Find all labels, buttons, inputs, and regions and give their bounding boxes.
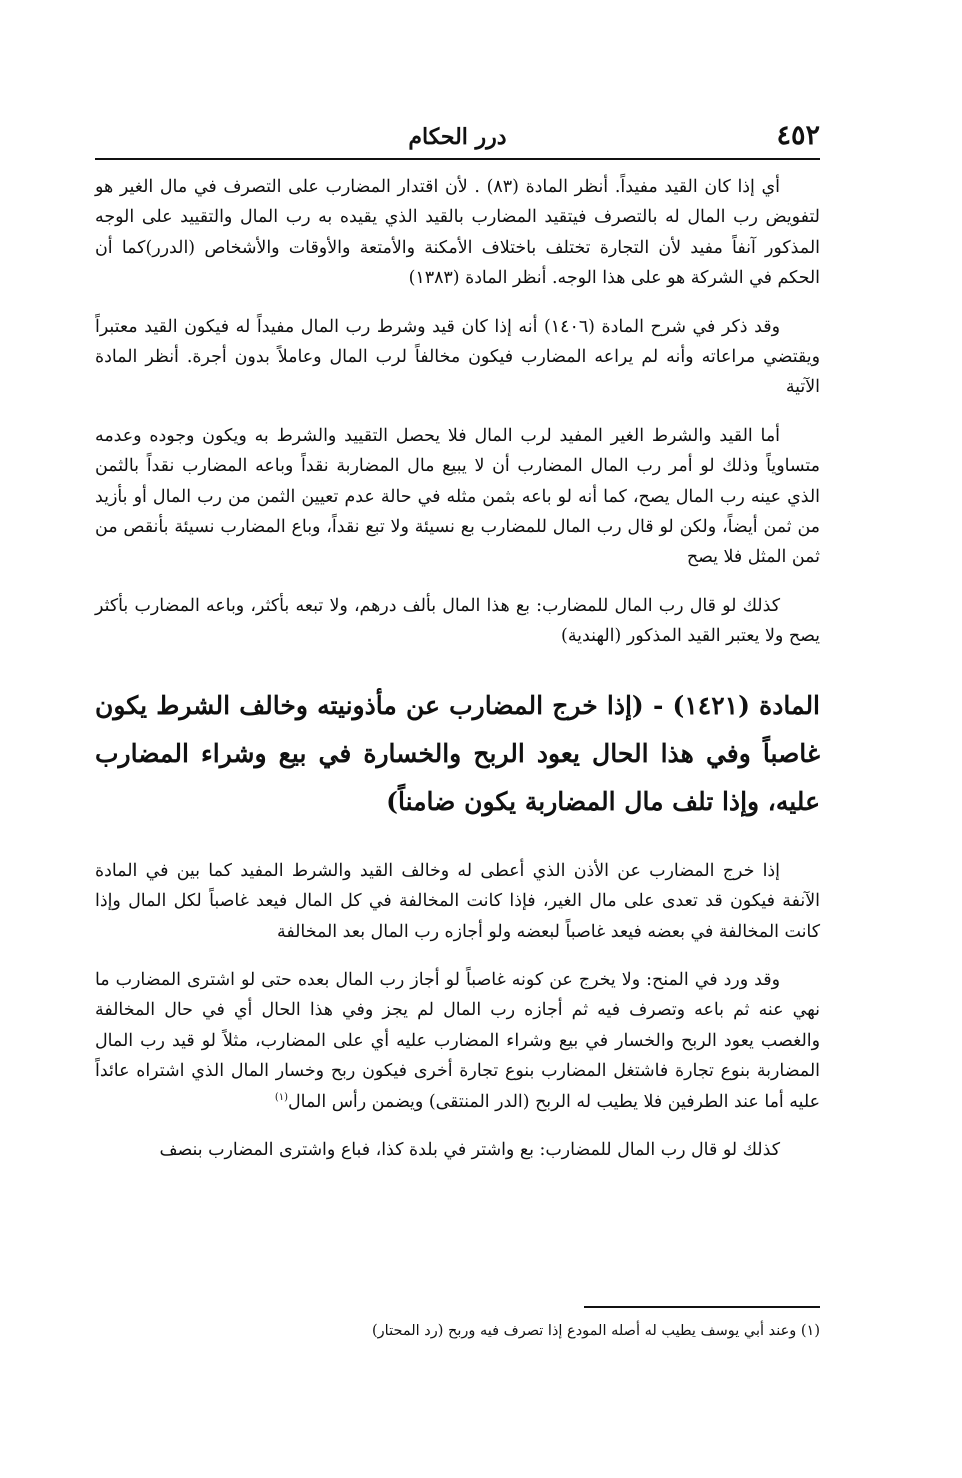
paragraph-with-footnote [95,965,820,1117]
paragraph: كذلك لو قال رب المال للمضارب: بع هذا المال بألف درهم، ولا تبعه بأكثر، وباعه المضارب بأكثر يصح ولا يعتبر القيد المذكور (الهندية) [95,595,820,647]
footnote: (١) وعند أبي يوسف يطيب له أصله المودع إذا تصرف فيه وربح (رد المحتار) [372,1323,820,1339]
footnote-divider [584,1306,820,1308]
page-header [95,118,820,160]
paragraph: إذا خرج المضارب عن الأذن الذي أعطى له وخالف القيد والشرط المفيد كما بين في المادة الآنفة فيكون قد تعدى على مال الغير، فإذا كانت المخالفة في كل المال فيعد غاصباً لكل المال وإذا كانت المخالفة في بعضه فيعد غاصباً لبعضه ولو أجازه رب المال بعد المخالفة [95,860,820,942]
paragraph: كذلك لو قال رب المال للمضارب: بع واشتر في بلدة كذا، فباع واشترى المضارب بنصف [159,1139,780,1160]
footnote-marker: (١) [274,1091,289,1103]
paragraph-text: وقد ورد في المنح: ولا يخرج عن كونه غاصباً لو أجاز رب المال بعده حتى لو اشترى المضارب ما نهي عنه ثم باعه وتصرف فيه ثم أجازه رب المال لم يجز وفي هذا الحال أي في حال المخالفة والغصب يعود الربح والخسار في بيع وشراء المضارب عليه أي على المضارب، مثلاً لو قيد رب المال المضاربة بنوع تجارة فاشتغل المضارب بنوع تجارة أخرى فيكون ربح وخسار المال الذي اشتراه عائداً عليه أما عند الطرفين فلا يطيب له الربح (الدر المنتقى) ويضمن رأس المال [95,969,820,1112]
running-title: درر الحكام [408,124,507,150]
article-heading: المادة (١٤٢١) - (إذا خرج المضارب عن مأذونيته وخالف الشرط يكون غاصباً وفي هذا الحال يعود الربح والخسارة في بيع وشراء المضارب عليه، وإذا تلف مال المضاربة يكون ضامناً) [95,690,821,816]
body-text [95,172,820,1183]
paragraph: أما القيد والشرط الغير المفيد لرب المال فلا يحصل التقييد والشرط به ويكون وجوده وعدمه متساوياً وذلك لو أمر رب المال المضارب أن لا يبيع مال المضاربة نقداً وباعه المضارب نقداً بالثمن الذي عينه رب المال يصح، كما أنه لو باعه بثمن مثله في حالة عدم تعيين الثمن من رب المال أو بأزيد من ثمن أيضاً، ولكن لو قال رب المال للمضارب بع نسيئة ولا تبع نقداً، وباع المضارب نسيئة بأنقص من ثمن المثل فلا يصح [95,425,820,568]
page-number: ٤٥٢ [776,120,820,151]
paragraph: أي إذا كان القيد مفيداً. أنظر المادة (٨٣) . لأن اقتدار المضارب على التصرف في مال الغير هو لتفويض رب المال له بالتصرف فيتقيد المضارب بالقيد الذي يقيده به رب المال والتقييد على الوجه المذكور آنفاً مفيد لأن التجارة تختلف باختلاف الأمكنة والأمتعة والأوقات والأشخاص (الدرر)كما أن الحكم في الشركة هو على هذا الوجه. أنظر المادة (١٣٨٣) [95,177,820,289]
paragraph: وقد ذكر في شرح المادة (١٤٠٦) أنه إذا كان قيد وشرط رب المال مفيداً له فيكون القيد معتبراً ويقتضي مراعاته وأنه لم يراعه المضارب فيكون مخالفاً لرب المال وعاملاً بدون أجرة. أنظر المادة الآتية [95,316,820,398]
